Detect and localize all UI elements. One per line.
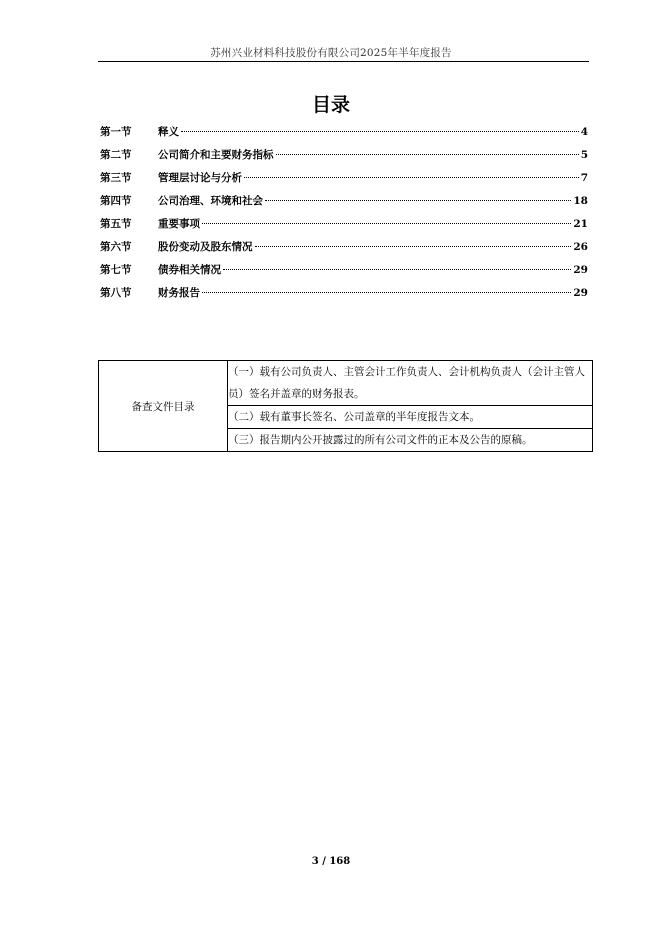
toc-section-title: 释义 <box>158 126 179 138</box>
reference-document-item: （二）载有董事长签名、公司盖章的半年度报告文本。 <box>228 406 593 429</box>
toc-entry[interactable] <box>100 216 588 239</box>
reference-document-item: （三）报告期内公开披露过的所有公司文件的正本及公告的原稿。 <box>228 429 593 452</box>
toc-section-title: 股份变动及股东情况 <box>158 241 253 253</box>
toc-page-number: 21 <box>573 218 588 230</box>
toc-section-title: 公司简介和主要财务指标 <box>158 149 274 161</box>
toc-section-number: 第七节 <box>100 264 132 276</box>
toc-leader-dots <box>265 200 571 201</box>
toc-entry[interactable] <box>100 170 588 193</box>
toc-leader-dots <box>276 154 579 155</box>
reference-document-item: （一）载有公司负责人、主管会计工作负责人、会计机构负责人（会计主管人员）签名并盖章的财务报表。 <box>228 361 593 406</box>
toc-page-number: 18 <box>573 195 588 207</box>
toc-section-title: 财务报告 <box>158 287 200 299</box>
toc-section-number: 第一节 <box>100 126 132 138</box>
toc-page-number: 29 <box>573 264 588 276</box>
toc-entry[interactable] <box>100 147 588 170</box>
toc-page-number: 29 <box>573 287 588 299</box>
toc-page-number: 7 <box>580 172 588 184</box>
toc-entry[interactable] <box>100 124 588 147</box>
toc-section-number: 第六节 <box>100 241 132 253</box>
toc-entry[interactable] <box>100 262 588 285</box>
toc-section-number: 第五节 <box>100 218 132 230</box>
toc-entry[interactable] <box>100 285 588 308</box>
header-rule <box>98 61 589 62</box>
toc-page-number: 4 <box>580 126 588 138</box>
page-number-footer: 3 / 168 <box>311 856 351 867</box>
toc-section-title: 重要事项 <box>158 218 200 230</box>
toc-section-title: 公司治理、环境和社会 <box>158 195 263 207</box>
toc-leader-dots <box>255 246 572 247</box>
toc-section-number: 第八节 <box>100 287 132 299</box>
toc-section-title: 管理层讨论与分析 <box>158 172 242 184</box>
toc-leader-dots <box>223 269 571 270</box>
toc-page-number: 5 <box>580 149 588 161</box>
toc-entry[interactable] <box>100 193 588 216</box>
reference-documents-table <box>98 360 593 452</box>
toc-heading: 目录 <box>311 94 350 116</box>
toc-section-number: 第三节 <box>100 172 132 184</box>
toc-section-title: 债券相关情况 <box>158 264 221 276</box>
toc-leader-dots <box>202 292 571 293</box>
running-header: 苏州兴业材料科技股份有限公司2025年半年度报告 <box>210 47 452 59</box>
toc-section-number: 第四节 <box>100 195 132 207</box>
table-of-contents <box>100 124 588 308</box>
toc-page-number: 26 <box>573 241 588 253</box>
table-row <box>99 361 593 406</box>
toc-section-number: 第二节 <box>100 149 132 161</box>
toc-leader-dots <box>181 131 579 132</box>
toc-leader-dots <box>244 177 579 178</box>
toc-entry[interactable] <box>100 239 588 262</box>
toc-leader-dots <box>202 223 571 224</box>
reference-documents-label: 备查文件目录 <box>99 361 228 452</box>
